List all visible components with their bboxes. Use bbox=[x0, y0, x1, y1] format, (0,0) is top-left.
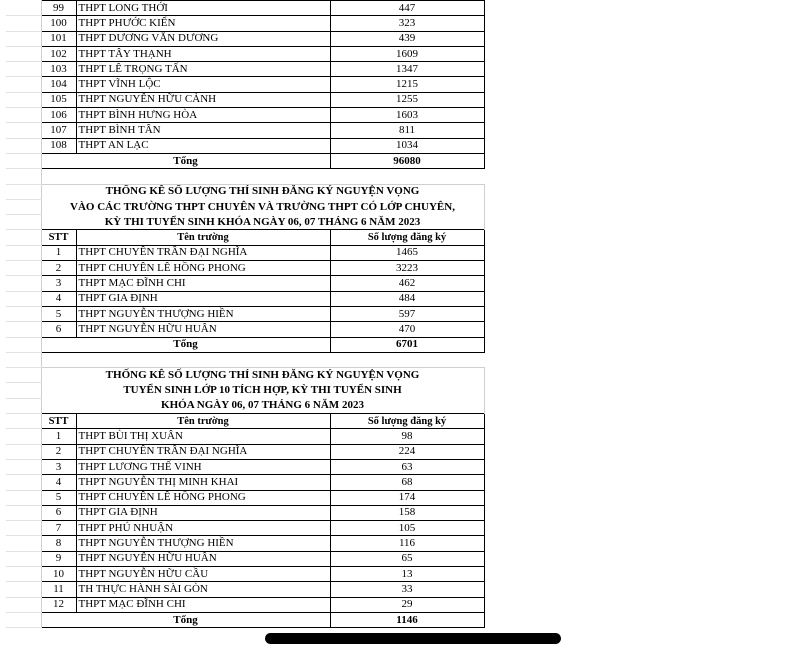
table-row[interactable] bbox=[6, 31, 484, 46]
table-row[interactable] bbox=[6, 306, 484, 321]
school-name-cell[interactable]: TH THỰC HÀNH SÀI GÒN bbox=[76, 582, 330, 597]
gutter-cell[interactable] bbox=[6, 566, 41, 581]
title-row bbox=[6, 215, 484, 230]
total-row[interactable] bbox=[6, 337, 484, 352]
table-row[interactable] bbox=[6, 597, 484, 612]
stt-cell[interactable]: 4 bbox=[41, 475, 76, 490]
gutter-cell[interactable] bbox=[6, 490, 41, 505]
table-row[interactable] bbox=[6, 566, 484, 581]
gutter-cell[interactable] bbox=[6, 536, 41, 551]
table-row[interactable] bbox=[6, 322, 484, 337]
total-count-cell[interactable]: 96080 bbox=[330, 153, 484, 168]
total-label-cell[interactable]: Tổng bbox=[41, 337, 330, 352]
school-name-cell[interactable]: THPT PHÚ NHUẬN bbox=[76, 521, 330, 536]
table-row[interactable] bbox=[6, 245, 484, 260]
school-name-cell[interactable]: THPT LÊ TRỌNG TẤN bbox=[76, 62, 330, 77]
school-name-cell[interactable]: THPT CHUYÊN LÊ HỒNG PHONG bbox=[76, 261, 330, 276]
school-name-cell[interactable]: THPT NGUYỄN HỮU CẢNH bbox=[76, 92, 330, 107]
table-row[interactable] bbox=[6, 475, 484, 490]
count-cell[interactable]: 158 bbox=[330, 505, 484, 520]
school-name-cell[interactable]: THPT CHUYÊN LÊ HỒNG PHONG bbox=[76, 490, 330, 505]
gutter-cell[interactable] bbox=[6, 383, 41, 398]
title-row bbox=[6, 184, 484, 199]
empty-cell[interactable] bbox=[41, 352, 484, 367]
count-cell[interactable]: 174 bbox=[330, 490, 484, 505]
table-row[interactable] bbox=[6, 505, 484, 520]
count-cell[interactable]: 1215 bbox=[330, 77, 484, 92]
count-cell[interactable]: 98 bbox=[330, 429, 484, 444]
gutter-cell[interactable] bbox=[6, 16, 41, 31]
table-row[interactable] bbox=[6, 261, 484, 276]
gutter-cell[interactable] bbox=[6, 245, 41, 260]
school-name-cell[interactable]: THPT BÌNH HƯNG HÒA bbox=[76, 108, 330, 123]
stt-cell[interactable]: 1 bbox=[41, 245, 76, 260]
count-cell[interactable]: 224 bbox=[330, 444, 484, 459]
count-cell[interactable]: 65 bbox=[330, 551, 484, 566]
stt-cell[interactable]: 1 bbox=[41, 429, 76, 444]
count-cell[interactable]: 462 bbox=[330, 276, 484, 291]
gutter-cell[interactable] bbox=[6, 215, 41, 230]
count-header[interactable]: Số lượng đăng ký bbox=[330, 414, 484, 429]
gutter-cell[interactable] bbox=[6, 597, 41, 612]
total-row[interactable] bbox=[6, 153, 484, 168]
stt-cell[interactable]: 7 bbox=[41, 521, 76, 536]
gutter-cell[interactable] bbox=[6, 612, 41, 627]
stt-cell[interactable]: 100 bbox=[41, 16, 76, 31]
spreadsheet-view[interactable] bbox=[6, 0, 484, 628]
school-name-cell[interactable]: THPT CHUYÊN TRẦN ĐẠI NGHĨA bbox=[76, 444, 330, 459]
table-title-line: VÀO CÁC TRƯỜNG THPT CHUYÊN VÀ TRƯỜNG THPT CÓ LỚP CHUYÊN, bbox=[41, 199, 484, 214]
stt-cell[interactable]: 10 bbox=[41, 566, 76, 581]
table-row[interactable] bbox=[6, 490, 484, 505]
registration-tables bbox=[6, 0, 485, 628]
stt-cell[interactable]: 2 bbox=[41, 444, 76, 459]
gutter-cell[interactable] bbox=[6, 337, 41, 352]
school-name-cell[interactable]: THPT NGUYỄN THƯỢNG HIỀN bbox=[76, 306, 330, 321]
school-name-cell[interactable]: THPT NGUYỄN HỮU CẦU bbox=[76, 566, 330, 581]
school-name-cell[interactable]: THPT LƯƠNG THẾ VINH bbox=[76, 459, 330, 474]
table-row[interactable] bbox=[6, 276, 484, 291]
table-row[interactable] bbox=[6, 77, 484, 92]
gutter-cell[interactable] bbox=[6, 551, 41, 566]
gutter-cell[interactable] bbox=[6, 138, 41, 153]
table-title-line: TUYỂN SINH LỚP 10 TÍCH HỢP, KỲ THI TUYỂN SINH bbox=[41, 383, 484, 398]
stt-cell[interactable]: 11 bbox=[41, 582, 76, 597]
stt-cell[interactable]: 5 bbox=[41, 306, 76, 321]
school-name-cell[interactable]: THPT NGUYỄN HỮU HUÂN bbox=[76, 322, 330, 337]
gutter-cell[interactable] bbox=[6, 459, 41, 474]
count-cell[interactable]: 33 bbox=[330, 582, 484, 597]
stt-cell[interactable]: 8 bbox=[41, 536, 76, 551]
school-name-header[interactable]: Tên trường bbox=[76, 414, 330, 429]
count-cell[interactable]: 13 bbox=[330, 566, 484, 581]
count-cell[interactable]: 1034 bbox=[330, 138, 484, 153]
stt-cell[interactable]: 2 bbox=[41, 261, 76, 276]
gutter-cell[interactable] bbox=[6, 582, 41, 597]
gutter-cell[interactable] bbox=[6, 322, 41, 337]
gutter-cell[interactable] bbox=[6, 46, 41, 61]
count-cell[interactable]: 1255 bbox=[330, 92, 484, 107]
table-row[interactable] bbox=[6, 16, 484, 31]
stt-cell[interactable]: 106 bbox=[41, 108, 76, 123]
school-name-cell[interactable]: THPT MẠC ĐĨNH CHI bbox=[76, 597, 330, 612]
empty-row[interactable] bbox=[6, 169, 484, 184]
gutter-cell[interactable] bbox=[6, 444, 41, 459]
total-count-cell[interactable]: 1146 bbox=[330, 612, 484, 627]
stt-header[interactable]: STT bbox=[41, 414, 76, 429]
table-row[interactable] bbox=[6, 521, 484, 536]
count-cell[interactable]: 68 bbox=[330, 475, 484, 490]
school-name-cell[interactable]: THPT VĨNH LỘC bbox=[76, 77, 330, 92]
count-cell[interactable]: 811 bbox=[330, 123, 484, 138]
table-title-line: THỐNG KÊ SỐ LƯỢNG THÍ SINH ĐĂNG KÝ NGUYỆN VỌNG bbox=[41, 184, 484, 199]
gutter-cell[interactable] bbox=[6, 108, 41, 123]
gutter-cell[interactable] bbox=[6, 92, 41, 107]
total-count-cell[interactable]: 6701 bbox=[330, 337, 484, 352]
stt-header[interactable]: STT bbox=[41, 230, 76, 245]
count-cell[interactable]: 484 bbox=[330, 291, 484, 306]
count-cell[interactable]: 447 bbox=[330, 1, 484, 16]
gutter-cell[interactable] bbox=[6, 184, 41, 199]
title-row bbox=[6, 368, 484, 383]
gutter-cell[interactable] bbox=[6, 153, 41, 168]
count-cell[interactable]: 1465 bbox=[330, 245, 484, 260]
table-row[interactable] bbox=[6, 46, 484, 61]
title-row bbox=[6, 199, 484, 214]
count-cell[interactable]: 29 bbox=[330, 597, 484, 612]
table-row[interactable] bbox=[6, 138, 484, 153]
header-row[interactable] bbox=[6, 414, 484, 429]
total-row[interactable] bbox=[6, 612, 484, 627]
table-row[interactable] bbox=[6, 123, 484, 138]
count-cell[interactable]: 1609 bbox=[330, 46, 484, 61]
count-cell[interactable]: 1603 bbox=[330, 108, 484, 123]
school-name-cell[interactable]: THPT NGUYỄN THƯỢNG HIỀN bbox=[76, 536, 330, 551]
table-row[interactable] bbox=[6, 1, 484, 16]
table-title-line: KHÓA NGÀY 06, 07 THÁNG 6 NĂM 2023 bbox=[41, 398, 484, 413]
school-name-cell[interactable]: THPT MẠC ĐĨNH CHI bbox=[76, 276, 330, 291]
school-name-header[interactable]: Tên trường bbox=[76, 230, 330, 245]
gutter-cell[interactable] bbox=[6, 1, 41, 16]
stt-cell[interactable]: 12 bbox=[41, 597, 76, 612]
gutter-cell[interactable] bbox=[6, 62, 41, 77]
gutter-cell[interactable] bbox=[6, 31, 41, 46]
school-name-cell[interactable]: THPT PHƯỚC KIỂN bbox=[76, 16, 330, 31]
table-body bbox=[6, 1, 484, 628]
stt-cell[interactable]: 107 bbox=[41, 123, 76, 138]
count-cell[interactable]: 63 bbox=[330, 459, 484, 474]
gutter-cell[interactable] bbox=[6, 291, 41, 306]
gutter-cell[interactable] bbox=[6, 475, 41, 490]
table-row[interactable] bbox=[6, 551, 484, 566]
school-name-cell[interactable]: THPT BÌNH TÂN bbox=[76, 123, 330, 138]
stt-cell[interactable]: 6 bbox=[41, 505, 76, 520]
gutter-cell[interactable] bbox=[6, 199, 41, 214]
count-cell[interactable]: 116 bbox=[330, 536, 484, 551]
gutter-cell[interactable] bbox=[6, 123, 41, 138]
empty-cell[interactable] bbox=[41, 169, 484, 184]
stt-cell[interactable]: 104 bbox=[41, 77, 76, 92]
table-row[interactable] bbox=[6, 582, 484, 597]
stt-cell[interactable]: 5 bbox=[41, 490, 76, 505]
stt-cell[interactable]: 101 bbox=[41, 31, 76, 46]
title-row bbox=[6, 383, 484, 398]
school-name-cell[interactable]: THPT NGUYỄN HỮU HUÂN bbox=[76, 551, 330, 566]
stt-cell[interactable]: 6 bbox=[41, 322, 76, 337]
count-cell[interactable]: 105 bbox=[330, 521, 484, 536]
gutter-cell[interactable] bbox=[6, 429, 41, 444]
gutter-cell[interactable] bbox=[6, 352, 41, 367]
count-cell[interactable]: 470 bbox=[330, 322, 484, 337]
gutter-cell[interactable] bbox=[6, 398, 41, 413]
table-title-line: KỲ THI TUYỂN SINH KHÓA NGÀY 06, 07 THÁNG 6 NĂM 2023 bbox=[41, 215, 484, 230]
gutter-cell[interactable] bbox=[6, 306, 41, 321]
gutter-cell[interactable] bbox=[6, 368, 41, 383]
gutter-cell[interactable] bbox=[6, 169, 41, 184]
stt-cell[interactable]: 3 bbox=[41, 276, 76, 291]
header-row[interactable] bbox=[6, 230, 484, 245]
gutter-cell[interactable] bbox=[6, 261, 41, 276]
home-indicator[interactable] bbox=[265, 633, 561, 644]
stt-cell[interactable]: 105 bbox=[41, 92, 76, 107]
stt-cell[interactable]: 108 bbox=[41, 138, 76, 153]
stt-cell[interactable]: 103 bbox=[41, 62, 76, 77]
title-row bbox=[6, 398, 484, 413]
table-row[interactable] bbox=[6, 536, 484, 551]
count-cell[interactable]: 3223 bbox=[330, 261, 484, 276]
school-name-cell[interactable]: THPT GIA ĐỊNH bbox=[76, 291, 330, 306]
school-name-cell[interactable]: THPT NGUYỄN THỊ MINH KHAI bbox=[76, 475, 330, 490]
gutter-cell[interactable] bbox=[6, 505, 41, 520]
school-name-cell[interactable]: THPT BÙI THỊ XUÂN bbox=[76, 429, 330, 444]
count-cell[interactable]: 323 bbox=[330, 16, 484, 31]
school-name-cell[interactable]: THPT LONG THỚI bbox=[76, 1, 330, 16]
empty-row[interactable] bbox=[6, 352, 484, 367]
total-label-cell[interactable]: Tổng bbox=[41, 612, 330, 627]
stt-cell[interactable]: 9 bbox=[41, 551, 76, 566]
table-row[interactable] bbox=[6, 291, 484, 306]
gutter-cell[interactable] bbox=[6, 276, 41, 291]
table-row[interactable] bbox=[6, 92, 484, 107]
total-label-cell[interactable]: Tổng bbox=[41, 153, 330, 168]
count-cell[interactable]: 1347 bbox=[330, 62, 484, 77]
gutter-cell[interactable] bbox=[6, 230, 41, 245]
school-name-cell[interactable]: THPT CHUYÊN TRẦN ĐẠI NGHĨA bbox=[76, 245, 330, 260]
gutter-cell[interactable] bbox=[6, 77, 41, 92]
table-row[interactable] bbox=[6, 444, 484, 459]
count-cell[interactable]: 597 bbox=[330, 306, 484, 321]
stt-cell[interactable]: 3 bbox=[41, 459, 76, 474]
school-name-cell[interactable]: THPT GIA ĐỊNH bbox=[76, 505, 330, 520]
table-row[interactable] bbox=[6, 62, 484, 77]
school-name-cell[interactable]: THPT DƯƠNG VĂN DƯƠNG bbox=[76, 31, 330, 46]
count-cell[interactable]: 439 bbox=[330, 31, 484, 46]
school-name-cell[interactable]: THPT TÂY THẠNH bbox=[76, 46, 330, 61]
gutter-cell[interactable] bbox=[6, 521, 41, 536]
count-header[interactable]: Số lượng đăng ký bbox=[330, 230, 484, 245]
stt-cell[interactable]: 4 bbox=[41, 291, 76, 306]
gutter-cell[interactable] bbox=[6, 414, 41, 429]
table-title-line: THỐNG KÊ SỐ LƯỢNG THÍ SINH ĐĂNG KÝ NGUYỆN VỌNG bbox=[41, 368, 484, 383]
stt-cell[interactable]: 102 bbox=[41, 46, 76, 61]
stt-cell[interactable]: 99 bbox=[41, 1, 76, 16]
table-row[interactable] bbox=[6, 108, 484, 123]
table-row[interactable] bbox=[6, 429, 484, 444]
table-row[interactable] bbox=[6, 459, 484, 474]
school-name-cell[interactable]: THPT AN LẠC bbox=[76, 138, 330, 153]
